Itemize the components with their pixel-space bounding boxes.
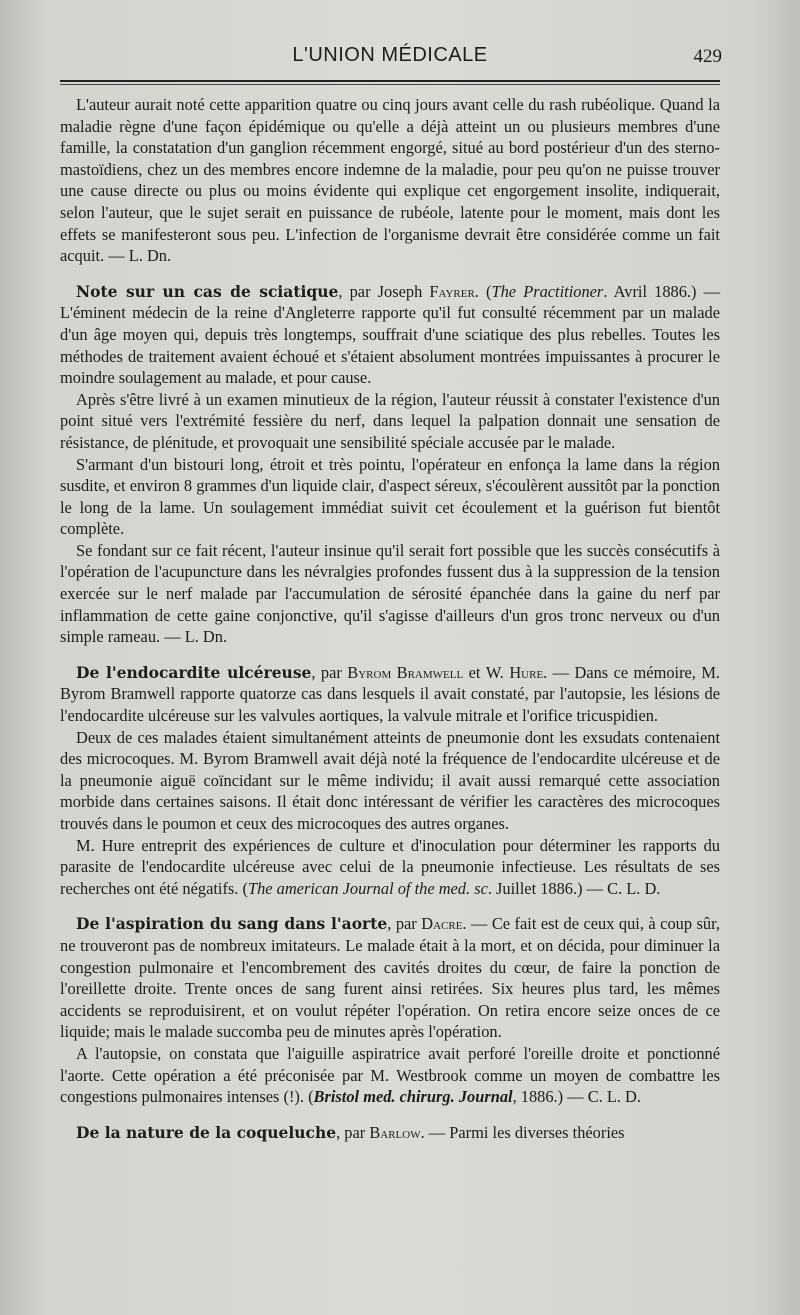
paragraph: M. Hure entreprit des expériences de culture et d'inoculation pour déterminer les rapports du parasite de l'endocardite ulcéreuse avec celui de la pneumonie infectieuse. Les résultats de ses recherches ont été négatifs. (The american Journal of the med. sc. Juillet 1886.) — C. L. D. [60, 835, 720, 898]
journal-name: Bristol med. chirurg. Journal [313, 1087, 513, 1107]
paragraph: A l'autopsie, on constata que l'aiguille aspiratrice avait perforé l'oreille droite et ponctionné l'aorte. Cette opération a été préconisée par M. Westbrook comme un moyen de combattre les congestions pulmonaires intenses (!). (Bristol med. chirurg. Journal, 1886.) — C. L. D. [60, 1043, 720, 1107]
paragraph-rubeole: L'auteur aurait noté cette apparition quatre ou cinq jours avant celle du rash rubéolique. Quand la maladie règne d'une façon épidémique ou qu'elle a déjà atteint un ou plusieurs membres d'une famille, la constatation d'un ganglion récemment engorgé, situé au bord postérieur d'un des sterno-mastoïdiens, chez un des membres encore indemne de la maladie, pour peu qu'on ne puisse trouver une cause directe ou plus ou moins évidente qui explique cet engorgement insolite, indiquerait, selon l'auteur, que le sujet serait en puissance de rubéole, latente pour le moment, mais dont les effets se manifesteront sous peu. L'infection de l'organisme devrait être considérée comme un fait acquit. — L. Dn. [60, 95, 720, 266]
header-rule-thin [60, 84, 720, 85]
article-endocardite: De l'endocardite ulcéreuse, par Byrom Bramwell et W. Hure. — Dans ce mémoire, M. Byrom Bramwell rapporte quatorze cas dans lesquels il avait constaté, par l'autopsie, les lésions de l'endocardite ulcéreuse sur les valvules aortiques, la valvule mitrale et l'orifice tricuspidien. [60, 662, 720, 726]
journal-name: The Practitioner [491, 281, 604, 301]
running-title: L'UNION MÉDICALE [292, 44, 488, 66]
article-author: Dacre [421, 914, 463, 934]
journal-name: The american Journal of the med. sc [247, 878, 488, 898]
header-rule [60, 80, 720, 82]
article-sciatique: Note sur un cas de sciatique, par Joseph Fayrer. (The Practitioner. Avril 1886.) — L'éminent médecin de la reine d'Angleterre rapporte qu'il fut consulté récemment par un malade d'un âge moyen qui, depuis très longtemps, souffrait d'une sciatique des plus rebelles. Toutes les méthodes de traitement avaient échoué et s'étaient absolument montrées impuissantes à procurer le moindre soulagement au malade, et pour cause. [60, 281, 721, 388]
paragraph: Deux de ces malades étaient simultanément atteints de pneumonie dont les exsudats contenaient des microcoques. M. Byrom Bramwell avait déjà noté la fréquence de l'endocardite ulcéreuse et de la pneumonie aiguë coïncidant sur le même individu; il avait aussi remarqué cette association morbide dans certaines saisons. Il était donc intéressant de vérifier les caractères des microcoques trouvés dans le poumon et ceux des microcoques des autres organes. [60, 727, 720, 833]
paragraph: Se fondant sur ce fait récent, l'auteur insinue qu'il serait fort possible que les succès consécutifs à l'opération de l'acupuncture dans les névralgies profondes fussent dus à la suppression de la tension exercée sur le nerf malade par l'accumulation de sérosité épanchée dans la gaine du nerf par inflammation de cette gaine conjonctive, qu'il s'agisse d'ailleurs d'un gros tronc nerveux ou d'un simple rameau. — L. Dn. [60, 540, 720, 647]
article-author: Fayrer [429, 281, 475, 301]
article-author: W. Hure [485, 662, 544, 682]
article-author: Barlow [369, 1122, 421, 1142]
page-header [60, 44, 720, 74]
article-title: De l'endocardite ulcéreuse [76, 662, 312, 682]
body-text [60, 94, 720, 1143]
article-title: De l'aspiration du sang dans l'aorte [76, 914, 388, 934]
article-aspiration: De l'aspiration du sang dans l'aorte, par Dacre. — Ce fait est de ceux qui, à coup sûr, ne trouveront pas de nombreux imitateurs. Le malade était à la mort, et on décida, pour diminuer la congestion pulmonaire et l'encombrement des cavités droites du cœur, de faire la ponction de l'oreillette droite. Trente onces de sang furent ainsi retirées. Six heures plus tard, les mêmes accidents se reproduisirent, et on voulut répéter l'opération. On retira encore seize onces de ce liquide; mais le malade succomba peu de minutes après l'opération. [60, 914, 720, 1042]
article-title: De la nature de la coqueluche [76, 1122, 337, 1142]
paragraph: S'armant d'un bistouri long, étroit et très pointu, l'opérateur en enfonça la lame dans la région susdite, et environ 8 grammes d'un liquide clair, d'aspect séreux, s'écoulèrent aussitôt par la ponction le long de la lame. Un soulagement immédiat suivit cet écoulement et la guérison fut bientôt complète. [60, 454, 720, 539]
article-title: Note sur un cas de sciatique [76, 281, 339, 301]
article-coqueluche: De la nature de la coqueluche, par Barlow. — Parmi les diverses théories [76, 1122, 625, 1142]
page-number: 429 [693, 46, 722, 67]
paragraph: Après s'être livré à un examen minutieux de la région, l'auteur réussit à constater l'existence d'un point situé vers l'extrémité fessière du nerf, dans lequel la palpation donnait une sensation de résistance, de plénitude, et provoquait une sensibilité spéciale accusée par le malade. [60, 389, 720, 452]
article-author: Byrom Bramwell [347, 662, 464, 682]
